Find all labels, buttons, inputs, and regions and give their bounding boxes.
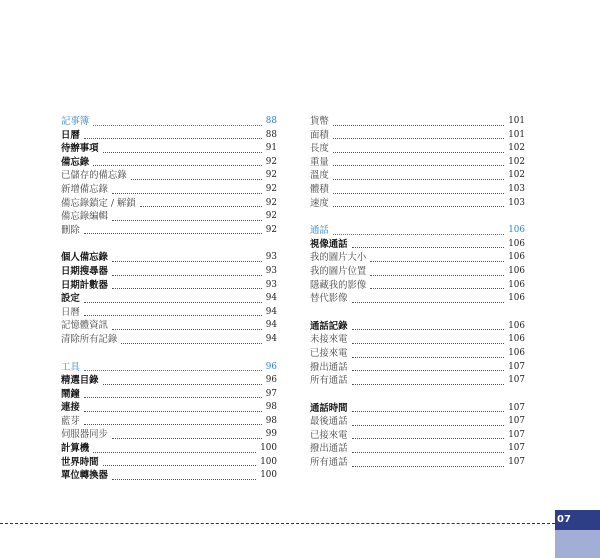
- toc-page-number: 92: [265, 197, 277, 208]
- toc-section-heading[interactable]: [61, 115, 277, 129]
- toc-entry[interactable]: [61, 142, 277, 156]
- dot-leader: [333, 138, 504, 139]
- toc-page-number: 94: [265, 333, 277, 344]
- dot-leader: [333, 193, 504, 194]
- toc-entry-title: 伺服器同步: [61, 429, 108, 441]
- toc-entry[interactable]: [61, 265, 277, 279]
- toc-page-number: 94: [265, 306, 277, 317]
- dot-leader: [84, 411, 262, 412]
- dot-leader: [352, 411, 505, 412]
- page-number: 07: [555, 510, 600, 530]
- toc-page-number: 92: [265, 183, 277, 194]
- toc-entry[interactable]: [310, 361, 525, 375]
- dot-leader: [352, 384, 505, 385]
- toc-entry-title: 已接來電: [310, 347, 348, 359]
- toc-entry[interactable]: [310, 374, 525, 388]
- toc-entry[interactable]: [61, 292, 277, 306]
- toc-entry-title: 日曆: [61, 129, 80, 141]
- toc-page-number: 94: [265, 320, 277, 331]
- toc-entry-title: 備忘錄編輯: [61, 211, 108, 223]
- dot-leader: [84, 233, 262, 234]
- toc-entry[interactable]: [310, 169, 525, 183]
- toc-page-number: 101: [508, 116, 525, 126]
- dot-leader: [84, 424, 262, 425]
- toc-entry-title: 世界時間: [61, 456, 99, 468]
- toc-page-number: 92: [265, 170, 277, 181]
- toc-page-number: 107: [508, 361, 525, 372]
- dot-leader: [352, 370, 505, 371]
- toc-entry-title: 隱藏我的影像: [310, 279, 367, 291]
- toc-entry[interactable]: [310, 251, 525, 265]
- toc-page-number: 106: [508, 347, 525, 358]
- toc-entry[interactable]: [310, 429, 525, 443]
- toc-entry[interactable]: [61, 428, 277, 442]
- toc-entry-title: 通話時間: [310, 402, 348, 414]
- dot-leader: [333, 152, 504, 153]
- toc-entry[interactable]: [61, 306, 277, 320]
- toc-entry-title: 最後通話: [310, 416, 348, 428]
- toc-section-heading[interactable]: [310, 224, 525, 238]
- dot-leader: [140, 206, 262, 207]
- toc-page-number: 107: [508, 429, 525, 440]
- toc-entry[interactable]: [61, 156, 277, 170]
- toc-entry-title: 未接來電: [310, 334, 348, 346]
- toc-right-column: [310, 115, 525, 470]
- toc-entry-title: 重量: [310, 156, 329, 168]
- toc-page-number: 106: [508, 265, 525, 276]
- dot-leader: [103, 465, 257, 466]
- toc-page-number: 93: [265, 252, 277, 263]
- dot-leader: [112, 193, 262, 194]
- toc-page-number: 107: [508, 402, 525, 413]
- dot-leader: [84, 138, 262, 139]
- toc-entry[interactable]: [61, 210, 277, 224]
- toc-page-number: 97: [265, 388, 277, 399]
- toc-entry-title: 面積: [310, 129, 329, 141]
- toc-entry[interactable]: [61, 333, 277, 347]
- toc-page-number: 106: [508, 279, 525, 290]
- dot-leader: [103, 384, 262, 385]
- dot-leader: [352, 438, 505, 439]
- toc-entry-title: 新增備忘錄: [61, 183, 108, 195]
- toc-page-number: 88: [265, 129, 277, 140]
- dot-leader: [93, 125, 262, 126]
- toc-entry[interactable]: [310, 279, 525, 293]
- toc-spacer: [310, 306, 525, 320]
- dot-leader: [112, 288, 262, 289]
- dot-leader: [333, 206, 504, 207]
- toc-entry-title: 替代影像: [310, 293, 348, 305]
- toc-left-column: [61, 115, 277, 483]
- toc-page-number: 106: [508, 252, 525, 263]
- toc-entry-title: 溫度: [310, 170, 329, 182]
- toc-page-number: 92: [265, 156, 277, 167]
- toc-entry-title: 日期搜尋器: [61, 265, 108, 277]
- toc-page-number: 106: [508, 225, 525, 236]
- toc-entry-title: 撥出通話: [310, 361, 348, 373]
- toc-entry[interactable]: [310, 415, 525, 429]
- toc-entry-title: 已接來電: [310, 429, 348, 441]
- dot-leader: [333, 125, 504, 126]
- toc-entry-title: 已儲存的備忘錄: [61, 170, 127, 182]
- toc-entry[interactable]: [61, 251, 277, 265]
- toc-spacer: [61, 237, 277, 251]
- toc-entry[interactable]: [310, 442, 525, 456]
- dot-leader: [131, 179, 262, 180]
- toc-page-number: 107: [508, 443, 525, 454]
- toc-entry[interactable]: [61, 224, 277, 238]
- toc-page-number: 93: [265, 265, 277, 276]
- toc-entry-title: 我的圖片位置: [310, 265, 367, 277]
- toc-page-number: 106: [508, 334, 525, 345]
- toc-entry-title: 日曆: [61, 306, 80, 318]
- toc-page-number: 106: [508, 320, 525, 331]
- dot-leader: [352, 247, 505, 248]
- toc-entry-title: 工具: [61, 361, 80, 373]
- toc-page-number: 107: [508, 375, 525, 386]
- toc-page-number: 98: [265, 402, 277, 413]
- dot-leader: [370, 288, 504, 289]
- toc-entry[interactable]: [61, 456, 277, 470]
- toc-entry-title: 通話: [310, 225, 329, 237]
- toc-entry-title: 撥出通話: [310, 443, 348, 455]
- toc-entry-title: 備忘錄: [61, 156, 90, 168]
- toc-entry-title: 鬧鐘: [61, 388, 80, 400]
- toc-entry-title: 刪除: [61, 224, 80, 236]
- toc-entry-title: 通話記錄: [310, 320, 348, 332]
- toc-page-number: 98: [265, 415, 277, 426]
- toc-page-number: 100: [260, 456, 277, 467]
- dot-leader: [112, 275, 262, 276]
- toc-entry[interactable]: [61, 442, 277, 456]
- dot-leader: [333, 165, 504, 166]
- dot-leader: [333, 179, 504, 180]
- dot-leader: [84, 315, 262, 316]
- dot-leader: [121, 343, 262, 344]
- toc-entry[interactable]: [61, 401, 277, 415]
- dot-leader: [352, 466, 505, 467]
- toc-page-number: 102: [508, 143, 525, 154]
- toc-page-number: 91: [265, 143, 277, 154]
- toc-page-number: 92: [265, 224, 277, 235]
- dot-leader: [352, 302, 505, 303]
- toc-entry-title: 記事簿: [61, 116, 90, 127]
- toc-entry[interactable]: [310, 292, 525, 306]
- toc-entry-title: 日期計數器: [61, 279, 108, 291]
- toc-page-number: 106: [508, 238, 525, 249]
- dot-leader: [84, 370, 262, 371]
- toc-page-number: 88: [265, 116, 277, 126]
- toc-page-number: 100: [260, 443, 277, 454]
- toc-entry[interactable]: [61, 319, 277, 333]
- toc-entry[interactable]: [310, 320, 525, 334]
- toc-page-number: 103: [508, 197, 525, 208]
- toc-page-number: 96: [265, 375, 277, 386]
- toc-entry-title: 精選目錄: [61, 375, 99, 387]
- toc-page-number: 107: [508, 416, 525, 427]
- toc-entry-title: 所有通話: [310, 375, 348, 387]
- toc-page-number: 100: [260, 470, 277, 481]
- toc-spacer: [310, 388, 525, 402]
- toc-entry[interactable]: [310, 156, 525, 170]
- toc-entry-title: 體積: [310, 183, 329, 195]
- toc-entry-title: 速度: [310, 197, 329, 209]
- toc-entry-title: 視像通話: [310, 238, 348, 250]
- toc-spacer: [310, 210, 525, 224]
- dot-leader: [103, 152, 262, 153]
- toc-entry[interactable]: [310, 197, 525, 211]
- dot-leader: [84, 397, 262, 398]
- toc-page-number: 92: [265, 211, 277, 222]
- toc-entry-title: 單位轉換器: [61, 470, 108, 482]
- toc-entry-title: 備忘錄鎖定 / 解鎖: [61, 197, 136, 209]
- toc-entry[interactable]: [310, 238, 525, 252]
- toc-entry[interactable]: [310, 347, 525, 361]
- dot-leader: [352, 357, 505, 358]
- toc-entry[interactable]: [310, 456, 525, 470]
- toc-entry[interactable]: [310, 333, 525, 347]
- toc-entry-title: 長度: [310, 143, 329, 155]
- toc-entry[interactable]: [61, 279, 277, 293]
- toc-page-number: 103: [508, 183, 525, 194]
- toc-page-number: 107: [508, 457, 525, 468]
- dot-leader: [93, 165, 262, 166]
- dot-leader: [112, 261, 262, 262]
- toc-entry[interactable]: [61, 469, 277, 483]
- toc-page-number: 93: [265, 279, 277, 290]
- dot-leader: [352, 329, 505, 330]
- toc-entry-title: 我的圖片大小: [310, 252, 367, 264]
- dot-leader: [352, 425, 505, 426]
- toc-entry-title: 清除所有記錄: [61, 333, 118, 345]
- toc-entry-title: 記憶體資訊: [61, 320, 108, 332]
- toc-page-number: 106: [508, 293, 525, 304]
- toc-entry[interactable]: [310, 265, 525, 279]
- toc-page-number: 101: [508, 129, 525, 140]
- dot-leader: [84, 302, 262, 303]
- toc-entry[interactable]: [61, 374, 277, 388]
- toc-entry[interactable]: [310, 183, 525, 197]
- toc-entry[interactable]: [61, 183, 277, 197]
- dot-leader: [370, 275, 504, 276]
- dot-leader: [333, 234, 504, 235]
- toc-page-number: 99: [265, 429, 277, 440]
- toc-entry[interactable]: [310, 115, 525, 129]
- toc-section-heading[interactable]: [61, 361, 277, 375]
- dot-leader: [112, 220, 262, 221]
- toc-entry-title: 藍芽: [61, 415, 80, 427]
- toc-entry[interactable]: [310, 142, 525, 156]
- toc-page-number: 94: [265, 293, 277, 304]
- toc-entry-title: 貨幣: [310, 116, 329, 127]
- toc-spacer: [61, 347, 277, 361]
- dot-leader: [112, 438, 262, 439]
- toc-entry-title: 連接: [61, 402, 80, 414]
- toc-entry[interactable]: [61, 388, 277, 402]
- dot-leader: [352, 452, 505, 453]
- toc-entry[interactable]: [61, 197, 277, 211]
- toc-entry[interactable]: [310, 402, 525, 416]
- toc-page-number: 102: [508, 170, 525, 181]
- dot-leader: [370, 261, 504, 262]
- toc-entry[interactable]: [310, 129, 525, 143]
- toc-entry-title: 計算機: [61, 443, 90, 455]
- toc-entry[interactable]: [61, 129, 277, 143]
- toc-entry-title: 個人備忘錄: [61, 252, 108, 264]
- footer-dashed-rule: [0, 523, 555, 524]
- toc-entry-title: 設定: [61, 293, 80, 305]
- toc-entry[interactable]: [61, 169, 277, 183]
- dot-leader: [93, 452, 256, 453]
- dot-leader: [112, 329, 262, 330]
- dot-leader: [352, 343, 505, 344]
- toc-page-number: 96: [265, 361, 277, 372]
- toc-entry[interactable]: [61, 415, 277, 429]
- toc-entry-title: 待辦事項: [61, 143, 99, 155]
- dot-leader: [112, 479, 256, 480]
- toc-page-number: 102: [508, 156, 525, 167]
- toc-entry-title: 所有通話: [310, 457, 348, 469]
